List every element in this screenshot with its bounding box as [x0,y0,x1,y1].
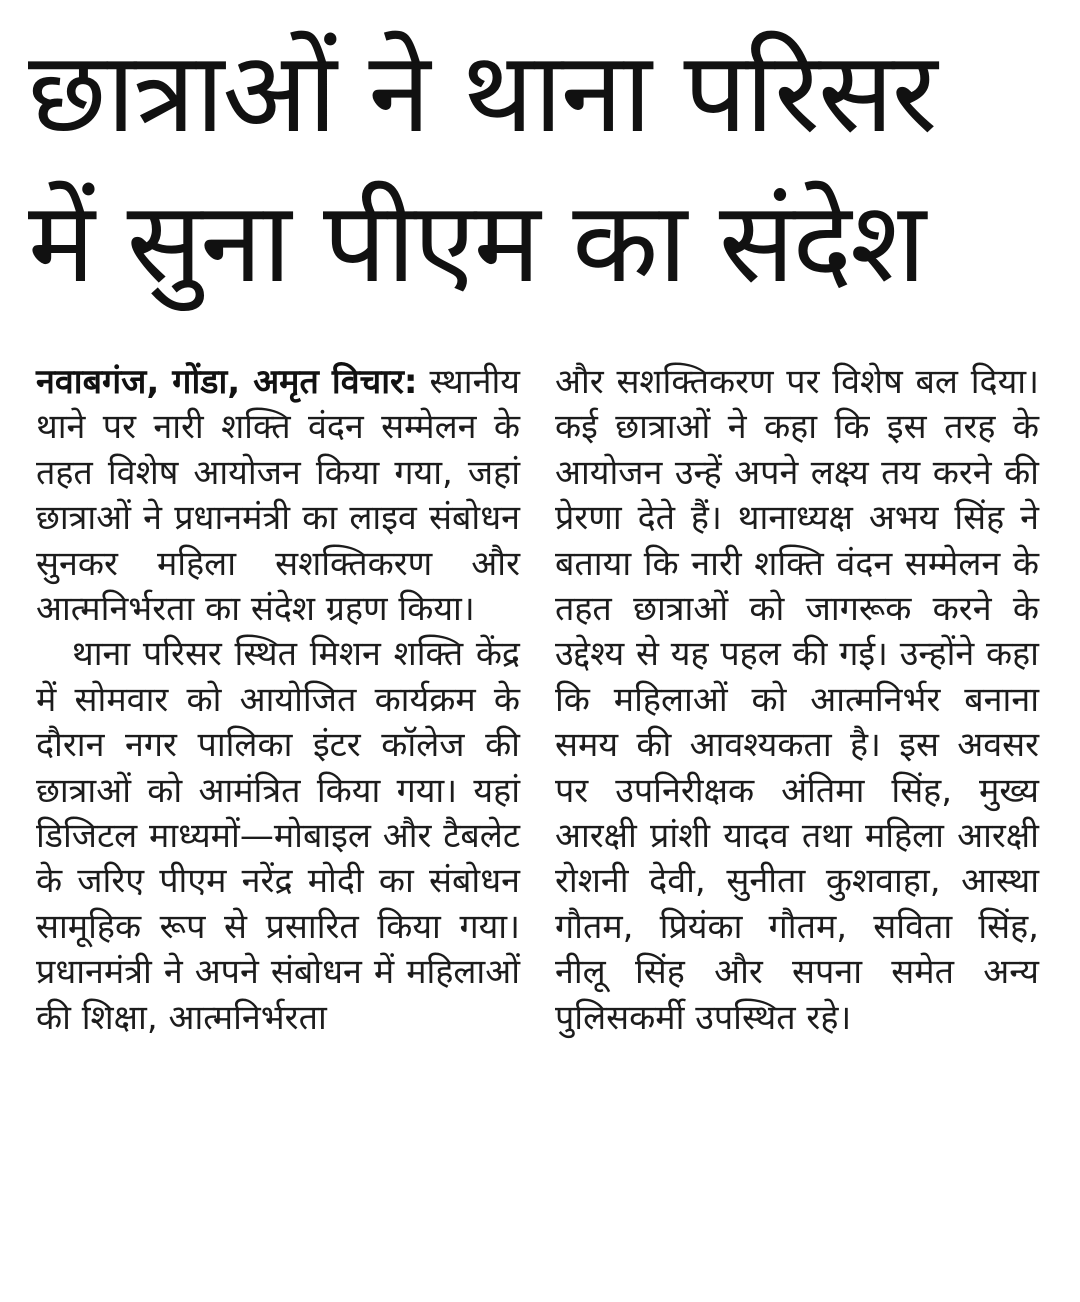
article-paragraph-2: थाना परिसर स्थित मिशन शक्ति केंद्र में सोमवार को आयोजित कार्यक्रम के दौरान नगर पालिका इंटर कॉलेज की छात्राओं को आमंत्रित किया गया। यहां डिजिटल माध्यमों—मोबाइल और टैबलेट के जरिए पीएम नरेंद्र मोदी का संबोधन सामूहिक रूप से प्रसारित किया गया। प्रधानमंत्री ने अपने संबोधन में महिलाओं की शिक्षा, आत्मनिर्भरता [36,634,520,1038]
headline-line-1: छात्राओं ने थाना परिसर [28,28,936,158]
headline-line-2: में सुना पीएम का संदेश [28,178,925,308]
headline [28,18,1058,318]
dateline: नवाबगंज, गोंडा, अमृत विचार: [36,362,418,402]
article-column-right [555,360,1039,1041]
article-column-left [36,360,520,1041]
article-paragraph-2-continued: और सशक्तिकरण पर विशेष बल दिया। कई छात्राओं ने कहा कि इस तरह के आयोजन उन्हें अपने लक्ष्य तय करने की प्रेरणा देते हैं। थानाध्यक्ष अभय सिंह ने बताया कि नारी शक्ति वंदन सम्मेलन के तहत छात्राओं को जागरूक करने के उद्देश्य से यह पहल की गई। उन्होंने कहा कि महिलाओं को आत्मनिर्भर बनाना समय की आवश्यकता है। इस अवसर पर उपनिरीक्षक अंतिमा सिंह, मुख्य आरक्षी प्रांशी यादव तथा महिला आरक्षी रोशनी देवी, सुनीता कुशवाहा, आस्था गौतम, प्रियंका गौतम, सविता सिंह, नीलू सिंह और सपना समेत अन्य पुलिसकर्मी उपस्थित रहे। [555,362,1039,1038]
paragraph-1-text: स्थानीय थाने पर नारी शक्ति वंदन सम्मेलन के तहत विशेष आयोजन किया गया, जहां छात्राओं ने प्रधानमंत्री का लाइव संबोधन सुनकर महिला सशक्तिकरण और आत्मनिर्भरता का संदेश ग्रहण किया। [36,362,520,630]
article-paragraph-1 [36,360,520,632]
